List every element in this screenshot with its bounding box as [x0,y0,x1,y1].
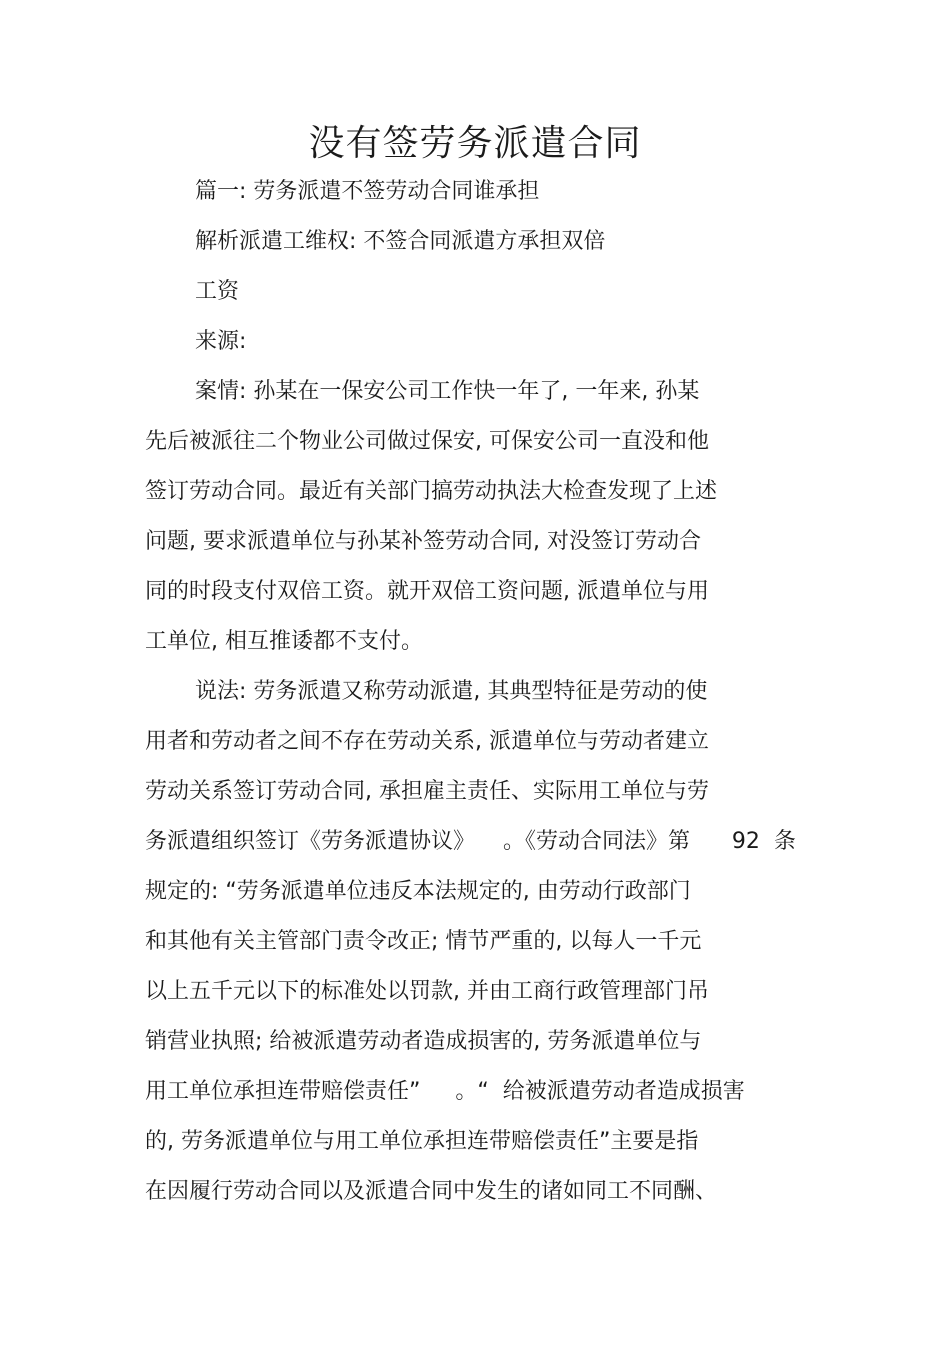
case-paragraph-line: 案情: 孙某在一保安公司工作快一年了, 一年来, 孙某 [195,379,700,404]
explanation-paragraph-line: 务派遣组织签订《劳务派遣协议》 。《劳动合同法》第 92 条 [145,829,796,854]
explanation-paragraph-line: 用者和劳动者之间不存在劳动关系, 派遣单位与劳动者建立 [145,729,709,754]
explanation-paragraph-line: 的, 劳务派遣单位与用工单位承担连带赔偿责任”主要是指 [145,1129,699,1154]
document-title: 没有签劳务派遣合同 [308,123,642,164]
explanation-paragraph-line: 销营业执照; 给被派遣劳动者造成损害的, 劳务派遣单位与 [145,1029,702,1054]
case-paragraph-line: 签订劳动合同。最近有关部门搞劳动执法大检查发现了上述 [145,479,718,504]
explanation-paragraph-line: 以上五千元以下的标准处以罚款, 并由工商行政管理部门吊 [145,979,709,1004]
explanation-paragraph-line: 用工单位承担连带赔偿责任” 。“ 给被派遣劳动者造成损害 [145,1079,745,1104]
source-label: 来源: [195,329,247,354]
case-paragraph-line: 工单位, 相互推诿都不支付。 [145,629,423,654]
case-paragraph-line: 先后被派往二个物业公司做过保安, 可保安公司一直没和他 [145,429,709,454]
explanation-paragraph-line: 说法: 劳务派遣又称劳动派遣, 其典型特征是劳动的使 [195,679,708,704]
explanation-paragraph-line: 规定的: “劳务派遣单位违反本法规定的, 由劳动行政部门 [145,879,691,904]
article-title-line: 工资 [195,279,240,304]
case-paragraph-line: 问题, 要求派遣单位与孙某补签劳动合同, 对没签订劳动合 [145,529,701,554]
section-heading: 篇一: 劳务派遣不签劳动合同谁承担 [195,179,540,204]
explanation-paragraph-line: 在因履行劳动合同以及派遣合同中发生的诸如同工不同酬、 [145,1179,718,1204]
case-paragraph-line: 同的时段支付双倍工资。就开双倍工资问题, 派遣单位与用 [145,579,709,604]
explanation-paragraph-line: 和其他有关主管部门责令改正; 情节严重的, 以每人一千元 [145,929,702,954]
explanation-paragraph-line: 劳动关系签订劳动合同, 承担雇主责任、实际用工单位与劳 [145,779,709,804]
article-title-line: 解析派遣工维权: 不签合同派遣方承担双倍 [195,229,606,254]
